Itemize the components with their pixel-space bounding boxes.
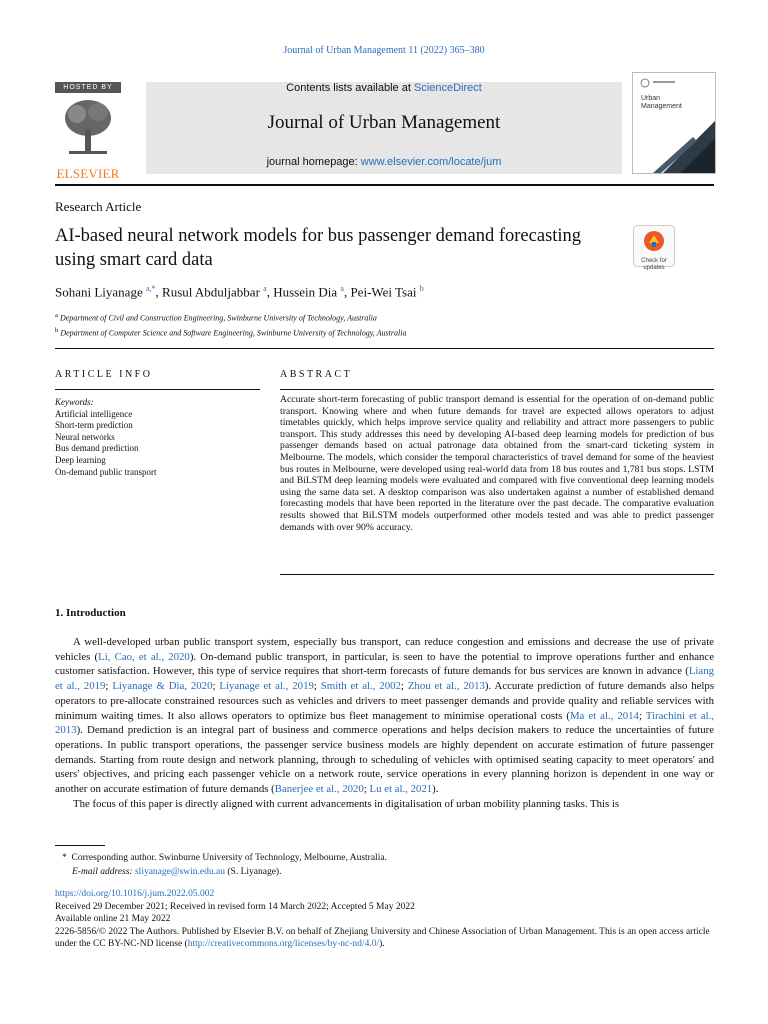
cover-emblem-icon [633, 73, 715, 173]
section-heading-introduction: 1. Introduction [55, 607, 126, 619]
abstract-label: ABSTRACT [280, 369, 353, 380]
paragraph-text: ; [105, 680, 113, 693]
citation-link[interactable]: Liyanage et al., 2019 [219, 680, 314, 693]
citation-link[interactable]: Ma et al., 2014 [569, 709, 639, 722]
email-note: E-mail address: sliyanage@swin.edu.au (S. Liyanage). [72, 866, 282, 877]
license-statement: 2226-5856/© 2022 The Authors. Published by Elsevier B.V. on behalf of Zhejiang University and Chinese Association of Urban Management. This is an open access article under the CC BY-NC-ND license (http://creativecommons.org/licenses/by-nc-nd/4.0/). [55, 926, 710, 950]
header-rule [55, 184, 714, 186]
author-affil-marker[interactable]: a [263, 284, 267, 293]
paragraph-text: ). Accurate prediction of future demands also helps operators to pre-allocate constrained resources such as vehicles and drivers to meet passenger demands and provide quality and reliable services with minimum waiting times. It also allows operators to optimize bus fleet management to minimise operational costs ( [55, 680, 715, 722]
citation-link[interactable]: Liang et al., 2019 [55, 665, 714, 693]
paragraph-text: ; [638, 709, 646, 722]
abstract-text: Accurate short-term forecasting of public transport demand is essential for the operation of on-demand public transport. Knowing where and when future demands for travel are expected allows operators to adjust timetables quickly, which helps improve service quality and reliability and attract more passengers to public transport. This study addresses this need by developing AI-based deep learning models for prediction of bus passenger demands based on actual patronage data obtained from the smart-card ticketing system in Melbourne. The models, which consider the temporal characteristics of travel demand for some of the heaviest bus routes in Melbourne, were developed using real-world data from 18 bus routes and 1,781 bus stops. LSTM and BiLSTM deep learning models were evaluated and compared with five conventional deep learning models using the same data set. A desktop comparison was also undertaken against a number of established demand forecasting models that have been reported in the literature over the past decade. The comparative evaluation results showed that BiLSTM models outperformed other models tested and was able to predict passenger demands with over 90% accuracy. [280, 394, 714, 533]
received-dates: Received 29 December 2021; Received in revised form 14 March 2022; Accepted 5 May 2022 [55, 901, 415, 912]
contents-line: Contents lists available at ScienceDirect [286, 82, 482, 94]
author-name[interactable]: Pei-Wei Tsai [350, 284, 417, 300]
hosted-by-label: HOSTED BY [55, 82, 121, 93]
paragraph-text: ). On-demand public transport, in particular, is seen to have the potential to improve operations further and enhance customer satisfaction. However, this type of service requires that short-term forecasts of future demands for bus services are known in advance ( [55, 650, 715, 678]
keyword: Artificial intelligence [55, 408, 133, 419]
journal-banner [146, 82, 622, 174]
email-link[interactable]: sliyanage@swin.edu.au [134, 866, 225, 877]
paragraph-text: A well-developed urban public transport system, especially bus transport, can reduce congestion and emissions and decrease the use of private vehicles ( [55, 636, 714, 663]
article-title: AI-based neural network models for bus passenger demand forecasting using smart card data [55, 226, 582, 270]
author-affil-marker[interactable]: b [419, 284, 424, 293]
keywords-heading: Keywords: [55, 397, 94, 407]
paragraph-text: ; [400, 680, 408, 693]
citation-link[interactable]: Banerjee et al., 2020 [274, 783, 364, 796]
doi-link[interactable]: https://doi.org/10.1016/j.jum.2022.05.002 [55, 889, 215, 899]
citation-link[interactable]: Smith et al., 2002 [320, 680, 401, 693]
section-rule [55, 348, 714, 349]
footnote-rule [55, 845, 105, 846]
check-for-updates-button[interactable] [633, 225, 675, 271]
author-list: Sohani Liyanage $^{a,*}$, Rusul Abduljabbar $^a$, Hussein Dia $^a$, Pei-Wei Tsai $^b$ [55, 284, 424, 300]
paragraph-text: ; [212, 680, 220, 693]
journal-citation[interactable]: Journal of Urban Management 11 (2022) 365–380 [283, 45, 485, 56]
citation-link[interactable]: Lu et al., 2021 [369, 783, 433, 796]
license-link[interactable]: http://creativecommons.org/licenses/by-nc-nd/4.0/ [187, 939, 380, 950]
keyword: Bus demand prediction [55, 443, 139, 454]
homepage-link[interactable]: www.elsevier.com/locate/jum [360, 156, 502, 168]
author-name[interactable]: Sohani Liyanage [55, 284, 143, 300]
masthead [55, 72, 714, 180]
abstract-rule [280, 389, 714, 390]
affiliation-item: $^b$ Department of Computer Science and Software Engineering, Swinburne University of Technology, Australia [55, 326, 407, 338]
introduction-paragraph-2: The focus of this paper is directly aligned with current advancements in digitalisation of urban mobility planning tasks. This is [73, 797, 620, 810]
paragraph-text: ). [432, 783, 439, 796]
cover-title: Urban Management [641, 95, 682, 110]
elsevier-wordmark: ELSEVIER [56, 166, 120, 181]
affiliations [55, 310, 406, 339]
affiliation-item: $^a$ Department of Civil and Construction Engineering, Swinburne University of Technology, Australia [55, 312, 377, 323]
check-updates-icon [642, 229, 666, 253]
article-info-rule [55, 389, 260, 390]
author-affil-marker[interactable]: a,* [145, 284, 156, 293]
homepage-line: journal homepage: www.elsevier.com/locate/jum [266, 156, 502, 168]
corresponding-author-note: * Corresponding author. Swinburne University of Technology, Melbourne, Australia. [62, 853, 387, 863]
elsevier-tree-icon [63, 96, 113, 156]
journal-cover-thumbnail[interactable] [632, 72, 716, 174]
paragraph-text: ). Demand prediction is an integral part of business and commerce operations and helps decision makers to reduce the uncertainties of future operations. In public transport operations, the passenger service business models are highly dependent on accurate estimation of future passenger demands. Starting from route design and network planning, through to scheduling of vehicles with optimised seating capacity to meet operators' and users' objectives, and pricing each passenger vehicle on a network route, service operations in every planning horizon is dependent in one way or another on accurate estimation of future demands ( [55, 724, 714, 796]
citation-link[interactable]: Liyanage & Dia, 2020 [112, 680, 213, 693]
introduction-body [55, 635, 714, 811]
article-info-label: ARTICLE INFO [55, 369, 153, 380]
journal-title: Journal of Urban Management [267, 112, 501, 133]
keyword: Deep learning [55, 454, 106, 465]
author-name[interactable]: Hussein Dia [273, 284, 338, 300]
keyword: Neural networks [55, 431, 115, 442]
introduction-paragraph-1 [55, 635, 714, 797]
citation-link[interactable]: Zhou et al., 2013 [407, 680, 485, 693]
paragraph-text: ; [313, 680, 321, 693]
citation-link[interactable]: Li, Cao, et al., 2020 [98, 650, 190, 663]
paragraph-text: ; [363, 783, 370, 796]
elsevier-logo[interactable] [55, 82, 121, 181]
keyword: On-demand public transport [55, 466, 157, 477]
author-name[interactable]: Rusul Abduljabbar [162, 284, 260, 300]
abstract-bottom-rule [280, 574, 714, 575]
keywords-list [55, 397, 156, 478]
author-affil-marker[interactable]: a [340, 284, 344, 293]
article-type: Research Article [55, 199, 142, 214]
check-updates-label: Check for updates [641, 258, 667, 271]
sciencedirect-link[interactable]: ScienceDirect [413, 82, 482, 94]
publication-info [55, 888, 714, 951]
footnotes [62, 852, 387, 879]
keyword: Short-term prediction [55, 420, 133, 431]
citation-link[interactable]: Tirachini et al., 2013 [55, 709, 715, 737]
available-date: Available online 21 May 2022 [55, 914, 171, 925]
